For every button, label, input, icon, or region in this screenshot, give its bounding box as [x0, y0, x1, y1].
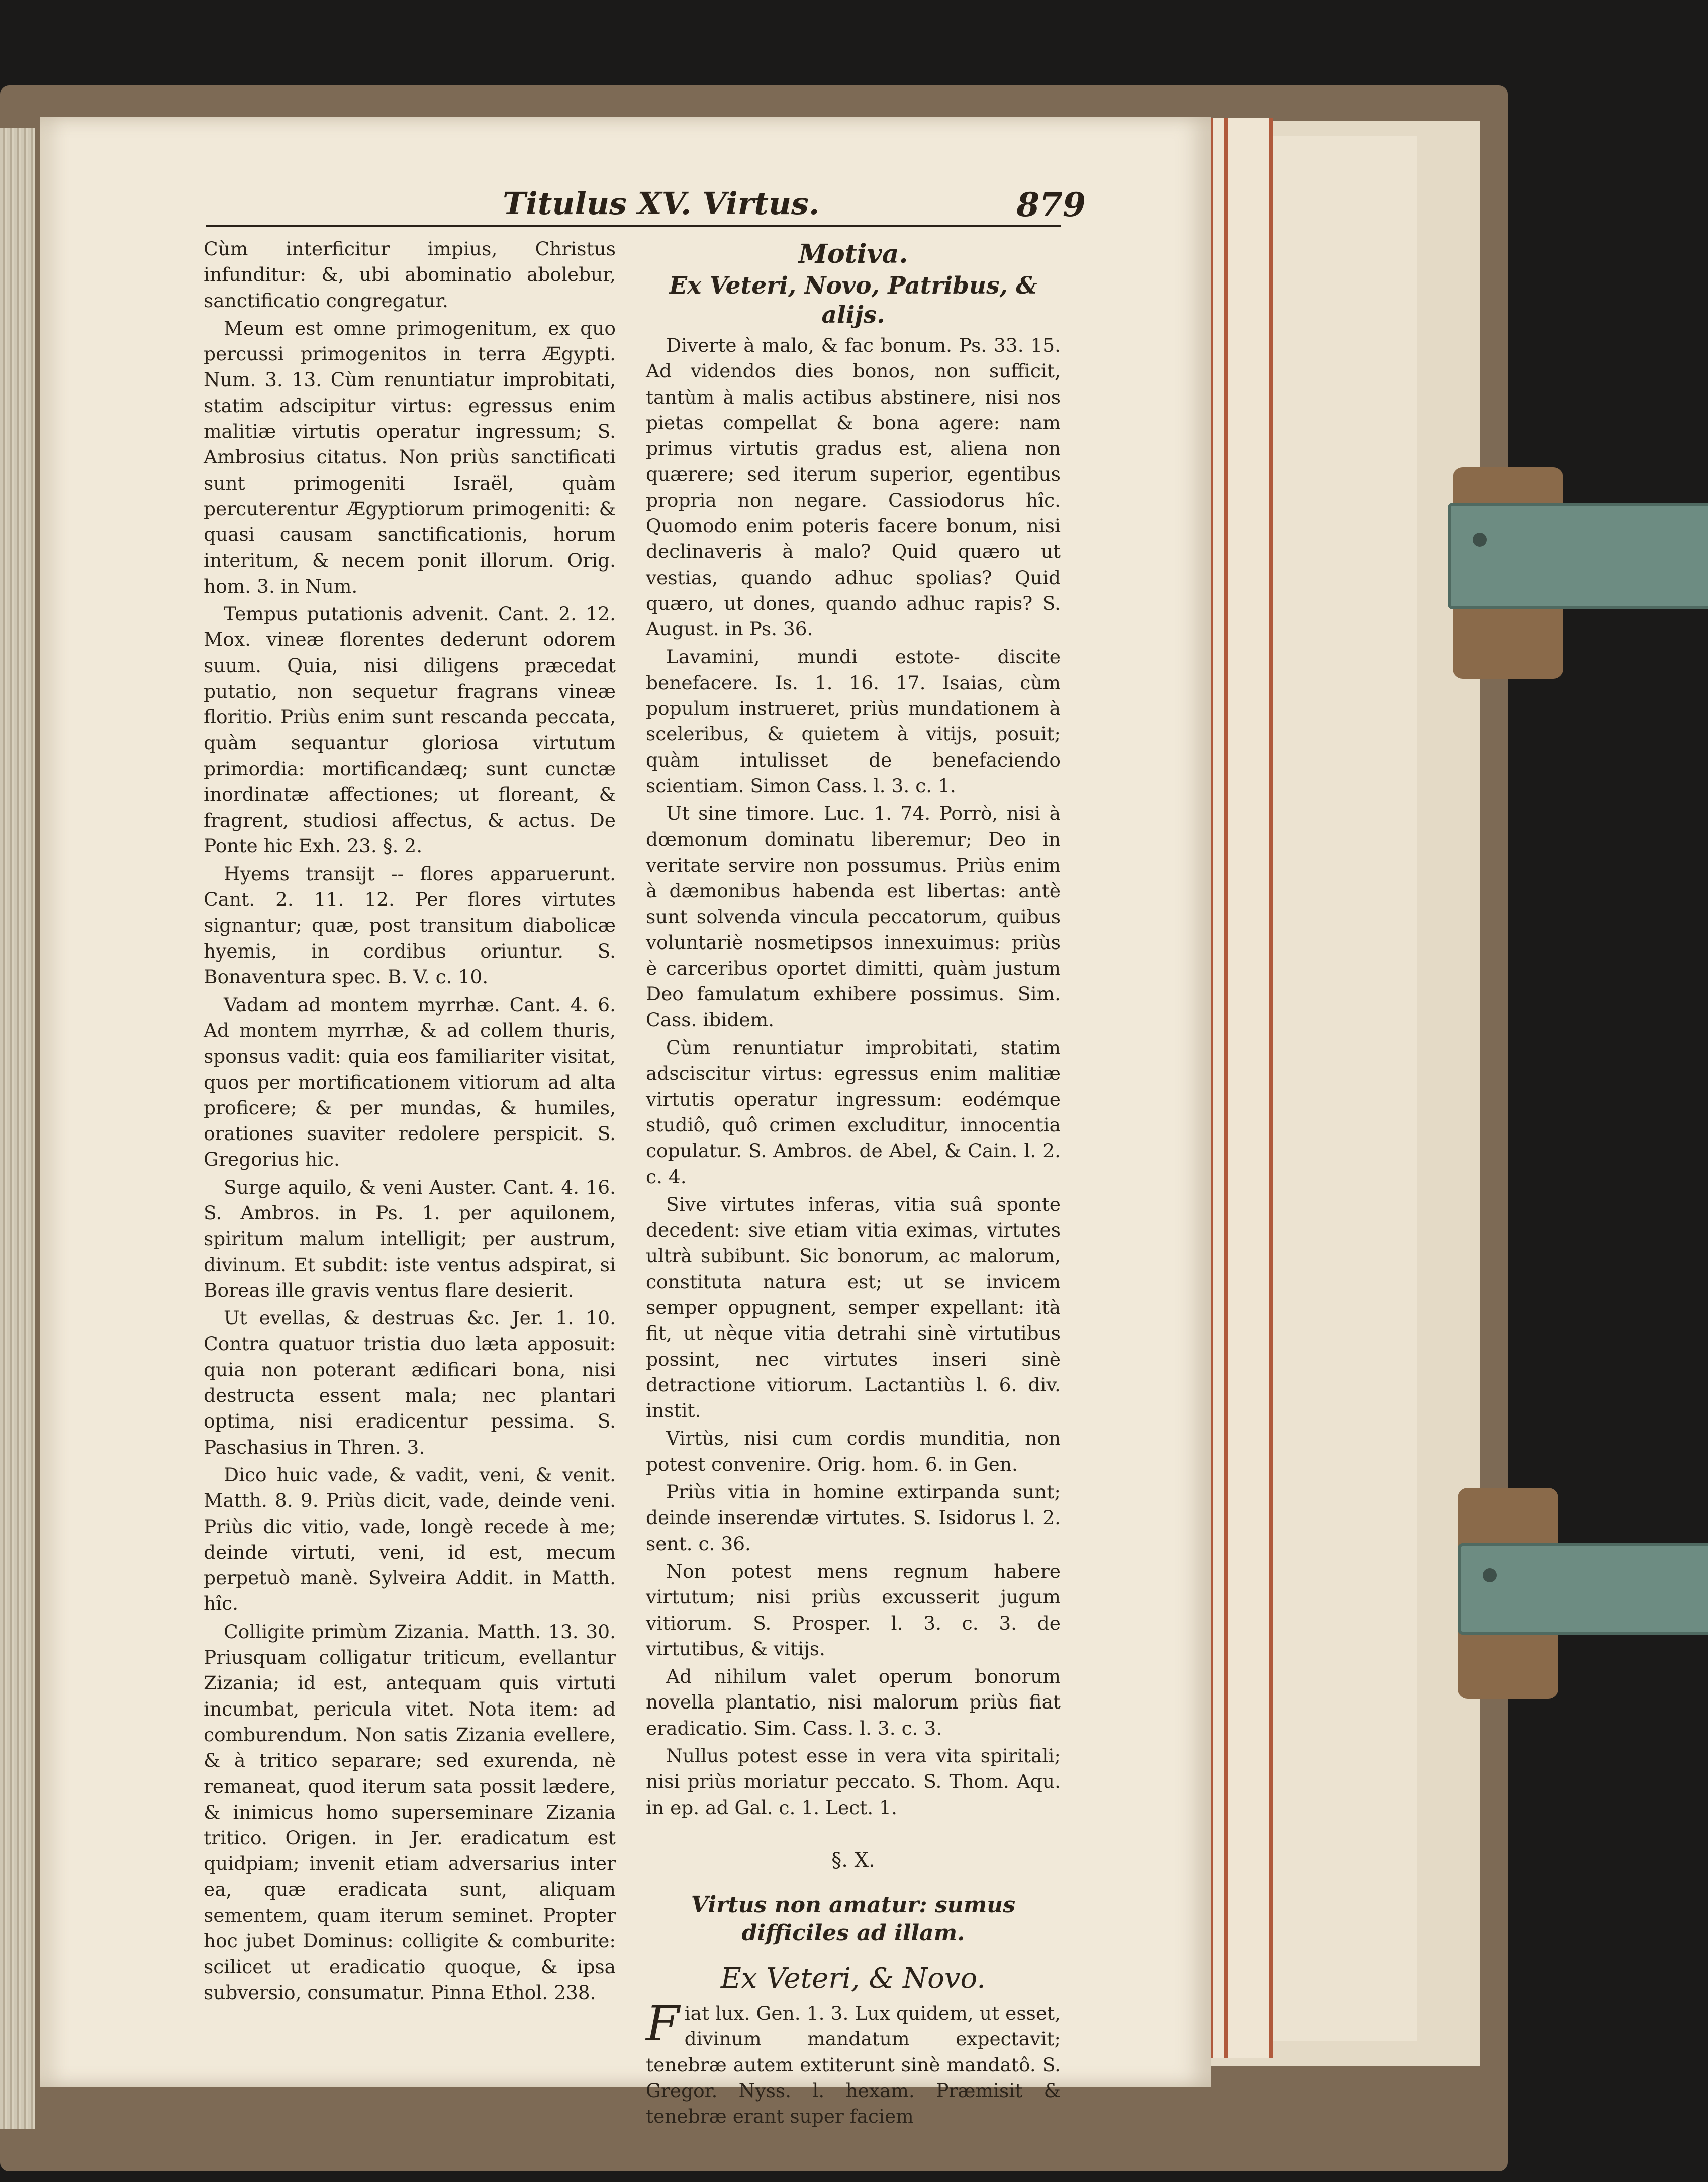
- left-paragraph: Vadam ad montem myrrhæ. Cant. 4. 6. Ad montem myrrhæ, & ad collem thuris, sponsus vadit: quia eos familiariter visitat, quos per mortificationem vitiorum ad alta proficere; & per mundas, & humiles, orationes suaviter redolere perspicit. S. Gregorius hic.: [204, 993, 616, 1171]
- right-paragraph: Sive virtutes inferas, vitia suâ sponte decedent: sive etiam vitia eximas, virtutes ultrà subibunt. Sic bonorum, ac malorum, constituta natura est; ut se invicem semper oppugnent, semper expellant: ità fit, ut nèque vitia detrahi sinè virtutibus possint, nec virtutes inseri sinè detractione vitiorum. Lactantiùs l. 6. div. instit.: [646, 1193, 1061, 1422]
- running-head: [221, 181, 1086, 226]
- upper-clasp-rivet: [1473, 533, 1487, 547]
- lower-clasp-rivet: [1483, 1568, 1497, 1582]
- section-title: Virtus non amatur: sumus difficiles ad illam.: [691, 1891, 1016, 1946]
- left-column: [204, 236, 616, 2008]
- right-paragraph: Non potest mens regnum habere virtutum; nisi priùs excusserit jugum vitiorum. S. Prosper. l. 3. c. 3. de virtutibus, & vitijs.: [646, 1560, 1061, 1660]
- drop-cap: F: [646, 1995, 680, 2052]
- header-rule: [206, 225, 1061, 227]
- right-paragraph: Priùs vitia in homine extirpanda sunt; deinde inserendæ virtutes. S. Isidorus l. 2. sent. c. 36.: [646, 1481, 1061, 1555]
- right-paragraph: Diverte à malo, & fac bonum. Ps. 33. 15. Ad videndos dies bonos, non sufficit, tantùm à malis actibus abstinere, nisi nos pietas compellat & bona agere: nam primus virtutis gradus est, aliena non quærere; sed iterum superior, egentibus propria non negare. Cassiodorus hîc. Quomodo enim poteris facere bonum, nisi declinaveris à malo? Quid quæro ut vestias, quando adhuc spolias? Quid quæro, ut dones, quando adhuc rapis? S. August. in Ps. 36.: [646, 334, 1061, 640]
- right-paragraph: Ad nihilum valet operum bonorum novella plantatio, nisi malorum priùs fiat eradicatio. Sim. Cass. l. 3. c. 3.: [646, 1665, 1061, 1739]
- left-paragraph: Surge aquilo, & veni Auster. Cant. 4. 16. S. Ambros. in Ps. 1. per aquilonem, spiritum malum intelligit; per austrum, divinum. Et subdit: iste ventus adspirat, si Boreas ille gravis ventus flare desierit.: [204, 1176, 616, 1301]
- heading-ex-veteri-novo: Ex Veteri, & Novo.: [720, 1962, 986, 1995]
- right-paragraph: Lavamini, mundi estote- discite benefacere. Is. 1. 16. 17. Isaias, cùm populum instrueret, priùs mundationem à sceleribus, & quietem à vitijs, posuit; quàm intulisset de benefaciendo scientiam. Simon Cass. l. 3. c. 1.: [646, 645, 1061, 797]
- lower-clasp: [1458, 1543, 1708, 1635]
- heading-ex-veteri: Ex Veteri, Novo, Patribus, & alijs.: [669, 272, 1037, 329]
- final-paragraph: [646, 1995, 1061, 2129]
- left-paragraph: Tempus putationis advenit. Cant. 2. 12. Mox. vineæ florentes dederunt odorem suum. Quia, nisi diligens præcedat putatio, non sequetur fragrans vineæ floritio. Priùs enim sunt rescanda peccata, quàm sequantur gloriosa virtutum primordia: mortificandæq; sunt cunctæ inordinatæ affectiones; ut floreant, & fragrent, studiosi affectus, & actus. De Ponte hic Exh. 23. §. 2.: [204, 603, 616, 857]
- left-paragraph: Hyems transijt -- flores apparuerunt. Cant. 2. 11. 12. Per flores virtutes signantur; quæ, post transitum diabolicæ hyemis, in cordibus oriuntur. S. Bonaventura spec. B. V. c. 10.: [204, 863, 616, 988]
- left-page-edge: [0, 128, 35, 2129]
- right-paragraph: Cùm renuntiatur improbitati, statim adsciscitur virtus: egressus enim malitiæ virtutis operatur ingressum: eodémque studiô, quô crimen excluditur, innocentia copulatur. S. Ambros. de Abel, & Cain. l. 2. c. 4.: [646, 1036, 1061, 1188]
- left-paragraph: Ut evellas, & destruas &c. Jer. 1. 10. Contra quatuor tristia duo læta apposuit: quia non poterant ædificari bona, nisi destructa essent mala; nec plantari optima, nisi eradicentur pessima. S. Paschasius in Thren. 3.: [204, 1307, 616, 1458]
- right-paragraph: Nullus potest esse in vera vita spiritali; nisi priùs moriatur peccato. S. Thom. Aqu. in ep. ad Gal. c. 1. Lect. 1.: [646, 1745, 1061, 1819]
- red-page-edges: [1209, 118, 1273, 2058]
- left-paragraph: Dico huic vade, & vadit, veni, & venit. Matth. 8. 9. Priùs dicit, vade, deinde veni. Priùs dic vitio, vade, longè recede à me; deinde virtuti, veni, id est, mecum perpetuò manè. Sylveira Addit. in Matth. hîc.: [204, 1463, 616, 1615]
- left-paragraph: Meum est omne primogenitum, ex quo percussi primogenitos in terra Ægypti. Num. 3. 13. Cùm renuntiatur improbitati, statim adscipitur virtus: egressus enim malitiæ virtutis operatur ingressum; S. Ambrosius citatus. Non priùs sanctificati sunt primogeniti Israël, quàm percuterentur Ægyptiorum primogeniti: & quasi causam sanctificationis, horum interitum, & necem ponit illorum. Orig. hom. 3. in Num.: [204, 317, 616, 597]
- running-head-title: Titulus XV. Virtus.: [503, 185, 820, 222]
- right-paragraph: Virtùs, nisi cum cordis munditia, non potest convenire. Orig. hom. 6. in Gen.: [646, 1427, 1061, 1475]
- heading-motiva: Motiva.: [798, 239, 908, 269]
- upper-clasp: [1448, 503, 1708, 609]
- left-paragraph: Cùm interficitur impius, Christus infunditur: &, ubi abominatio abolebur, sanctificatio congregatur.: [204, 238, 616, 312]
- section-mark: §. X.: [831, 1848, 875, 1872]
- right-column: [646, 236, 1061, 2131]
- right-paragraph: Ut sine timore. Luc. 1. 74. Porrò, nisi à dœmonum dominatu liberemur; Deo in veritate servire non possumus. Priùs enim à dæmonibus habenda est libertas: antè sunt solvenda vincula peccatorum, quibus voluntariè nosmetipsos innexuimus: priùs è carceribus oportet dimitti, quàm justum Deo famulatum exhibere possimus. Sim. Cass. ibidem.: [646, 802, 1061, 1031]
- page-number: 879: [1016, 185, 1086, 224]
- left-paragraph: Colligite primùm Zizania. Matth. 13. 30. Priusquam colligatur triticum, evellantur Zizania; id est, antequam quis virtuti incumbat, pericula vitet. Nota item: ad comburendum. Non satis Zizania evellere, & à tritico separare; sed exurenda, nè remaneat, quod iterum sata possit lædere, & inimicus homo superseminare Zizania tritico. Origen. in Jer. eradicatum est quidpiam; invenit etiam adversarius inter ea, quæ eradicata sunt, aliquam sementem, quam iterum seminet. Propter hoc jubet Dominus: colligite & comburite: scilicet ut eradicatio quoque, & ipsa subversio, consumatur. Pinna Ethol. 238.: [204, 1620, 616, 2004]
- right-leaves-inner: [1257, 136, 1417, 2041]
- final-paragraph-text: iat lux. Gen. 1. 3. Lux quidem, ut esset, divinum mandatum expectavit; tenebræ autem extiterunt sinè mandatô. S. Gregor. Nyss. l. hexam. Præmisit & tenebræ erant super faciem: [646, 2002, 1061, 2128]
